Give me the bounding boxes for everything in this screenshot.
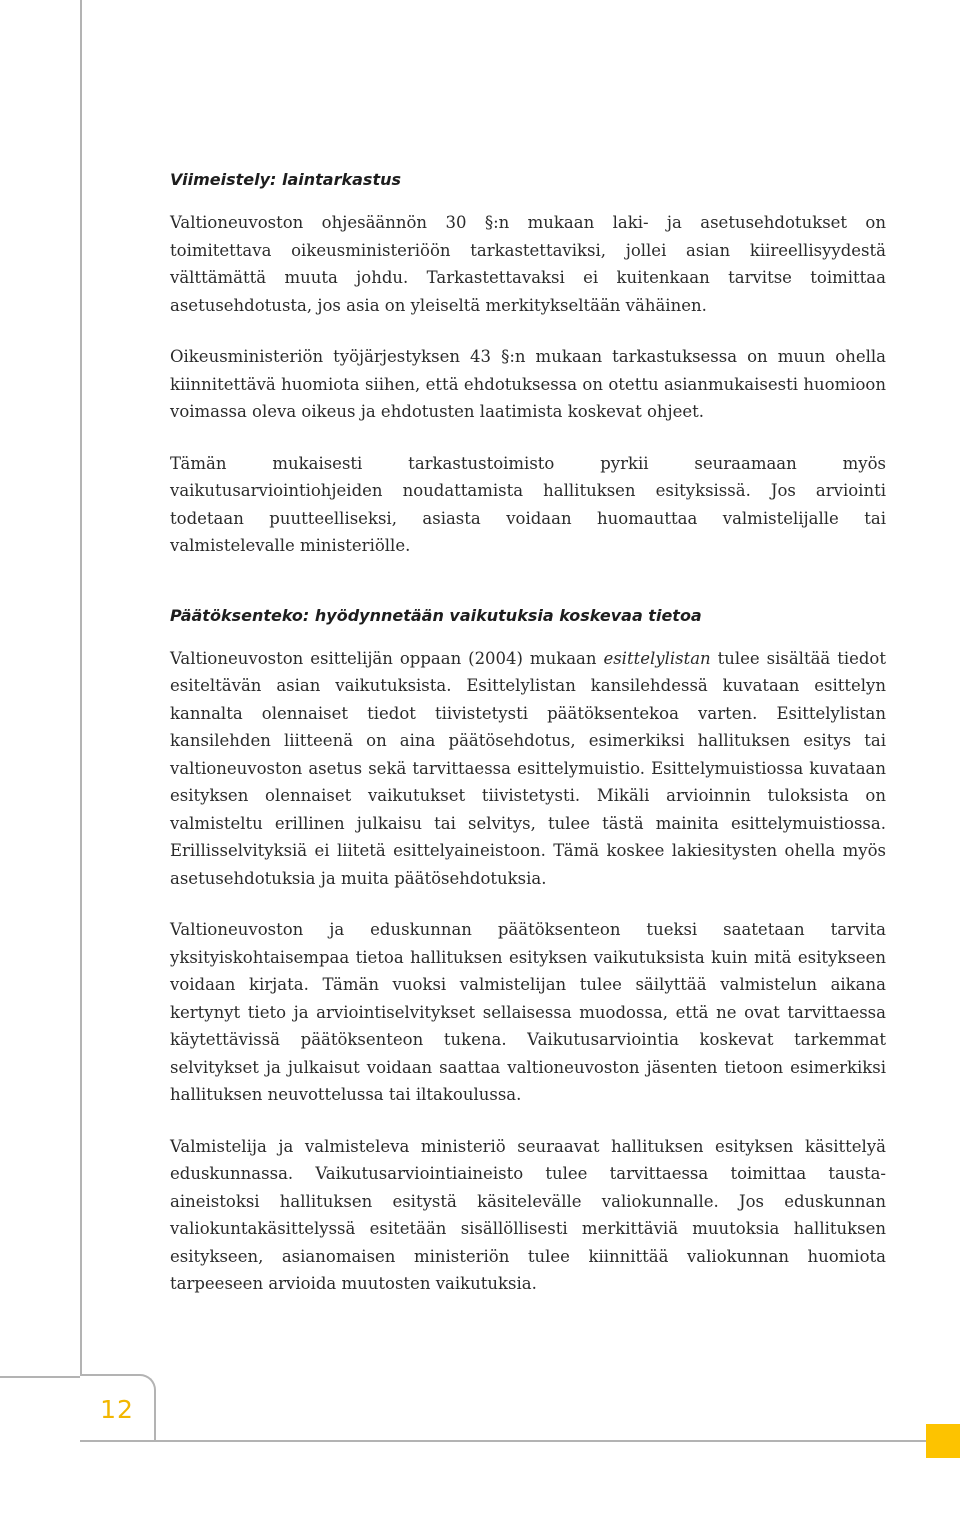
page-number: 12 [100,1394,134,1424]
section-gap [170,584,886,604]
paragraph: Oikeusministeriön työjärjestyksen 43 §:n mukaan tarkastuksessa on muun ohella kiinnitettävä huomiota siihen, että ehdotuksessa on otettu asianmukaisesti huomioon voimassa oleva oikeus ja ehdotusten laatimista koskevat ohjeet. [170,347,886,421]
emphasis-esittelylistan: esittelylistan [603,648,711,668]
left-margin-rule [80,0,82,1376]
paragraph: Valtioneuvoston ohjesäännön 30 §:n mukaan laki- ja asetusehdotukset on toimitettava oikeusministeriöön tarkastettaviksi, jollei asian kiireellisyydestä välttämättä muuta johdu. Tarkastettavaksi ei kuitenkaan tarvitse toimittaa asetusehdotusta, jos asia on yleiseltä merkitykseltään vähäinen. [170,213,886,315]
paragraph: Valtioneuvoston ja eduskunnan päätöksenteon tueksi saatetaan tarvita yksityiskohtaisempaa tietoa hallituksen esityksen vaikutuksista kuin mitä esitykseen voidaan kirjata. Tämän vuoksi valmistelijan tulee säilyttää valmistelun aikana kertynyt tieto ja arviointiselvitykset sellaisessa muodossa, että ne ovat tarvittaessa käytettävissä päätöksenteon tukena. Vaikutusarviointia koskevat tarkemmat selvitykset ja julkaisut voidaan saattaa valtioneuvoston jäsenten tietoon esimerkiksi hallituksen neuvottelussa tai iltakoulussa. [170,920,886,1104]
paragraph: Valmistelija ja valmisteleva ministeriö seuraavat hallituksen esityksen käsittelyä eduskunnassa. Vaikutusarviointiaineisto tulee tarvittaessa toimittaa tausta-aineistoksi hallituksen esitystä käsitelevälle valiokunnalle. Jos eduskunnan valiokuntakäsittelyssä esitetään sisällöllisesti merkittäviä muutoksia hallituksen esitykseen, asianomaisen ministeriön tulee kiinnittää valiokunnan huomiota tarpeeseen arvioida muutosten vaikutuksia. [170,1136,886,1293]
paragraph [170,645,886,893]
footer-rule [80,1440,960,1442]
paragraph-text: tulee sisältää tiedot esiteltävän asian vaikutuksista. Esittelylistan kansilehdessä kuvataan esittelyn kannalta olennaiset tiedot tiivistetysti päätöksentekoa varten. Esittelylistan kansilehden liitteenä on aina päätösehdotus, esimerkiksi hallituksen esitys tai valtioneuvoston asetus sekä tarvittaessa esittelymuistio. Esittelymuistiossa kuvataan esityksen olennaiset vaikutukset tiivistetysti. Mikäli arvioinnin tuloksista on valmisteltu erillinen julkaisu tai selvitys, tulee tästä mainita esittelymuistiossa. Erillisselvityksiä ei liitetä esittelyaineistoon. Tämä koskee lakiesitysten ohella myös asetusehdotuksia ja muita päätösehdotuksia. [170,648,886,888]
main-content [170,168,886,1322]
yellow-corner-square [926,1424,960,1458]
paragraph-text: Valtioneuvoston esittelijän oppaan (2004) mukaan [170,648,604,668]
paragraph: Tämän mukaisesti tarkastustoimisto pyrkii seuraamaan myös vaikutusarviointiohjeiden noudattamista hallituksen esityksissä. Jos arviointi todetaan puutteelliseksi, asiasta voidaan huomauttaa valmistelijalle tai valmistelevalle ministeriölle. [170,453,886,555]
footer-rule-left [0,1376,80,1378]
section-heading-laintarkastus: Viimeistely: laintarkastus [170,170,401,189]
page-number-tab [80,1374,156,1442]
section-heading-paatoksenteko: Päätöksenteko: hyödynnetään vaikutuksia koskevaa tietoa [170,605,702,625]
